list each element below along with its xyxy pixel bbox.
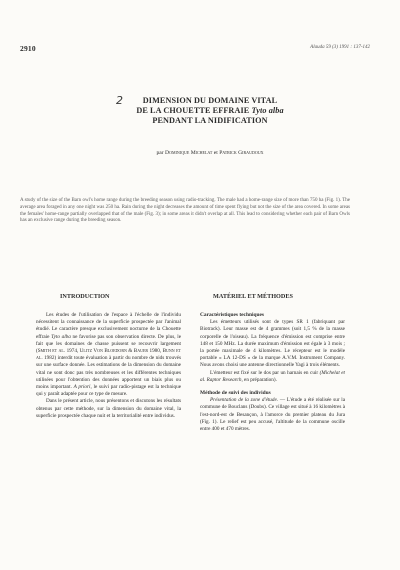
methods-paragraph-2: L'émetteur est fixé sur le dos par un harnais en cuir (Michelat et al. Raptor Research, en préparation). [200, 369, 345, 383]
article-title [60, 96, 360, 126]
page-number: 2910 [20, 44, 36, 53]
title-line-2-prefix: DE LA CHOUETTE EFFRAIE [136, 106, 250, 115]
author-conjunction: et [213, 150, 218, 156]
title-line-2 [60, 106, 360, 116]
left-column [36, 312, 181, 420]
title-species: Tyto alba [251, 106, 284, 115]
author-line [60, 150, 360, 156]
author-1: Dominique Michelat [165, 150, 213, 156]
methods-paragraph-1: Les émetteurs utilisés sont de types SR 1 (fabriquant par Biotrack). Leur masse est de 4 grammes (soit 1,5 % de la masse corporelle de l'oiseau). La fréquence d'émission est comprise entre 148 et 150 MHz. La durée maximum d'émission est égale à 3 mois ; la portée maximale de 4 kilomètres. Le récepteur est le modèle portable « LA 12-DS » de la marque A.V.M. Instrument Company. Nous avons choisi une antenne directionnelle Yagi à trois éléments. [200, 319, 345, 369]
title-line-1: DIMENSION DU DOMAINE VITAL [142, 96, 278, 105]
methods-subheading-technical: Caractéristiques techniques [200, 312, 264, 318]
intro-species: Tyto alba [51, 333, 71, 340]
english-abstract: A study of the size of the Barn owl's home range during the breeding season using radio-tracking. The male had a home-range size of more than 750 ha (Fig. 1). The average area foraged in any one night was 250 ha. Rain during the night decreases the amount of time spent flying but not the size of the area covered. In some areas the females' home-range partially overlapped that of the male (Fig. 3); in some areas it didn't overlap at all. This lead to considering whether each pair of Barn Owls has an exclusive range during the breeding season. [20, 198, 350, 224]
intro-paragraph-2: Dans le présent article, nous présentons et discutons les résultats obtenus par cette méthode, sur la dimension du domaine vital, la superficie prospectée chaque nuit et la territorialité entre individus. [36, 398, 181, 419]
intro-paragraph-1: Les études de l'utilisation de l'espace à l'échelle de l'individu nécessitent la connaissance de la superficie prospectée par l'animal étudié. Le caractère presque exclusivement nocturne de la Chouette effraie Tyto alba ne favorise pas son observation directe. De plus, le fait que les domaines de chasse puissent se recouvrir largement (Smith et al. 1974, Ulitz Von Bloedorn & Bauer 1980, Bunn et al. 1982) interdit toute évaluation à partir du nombre de nids trouvés sur une surface donnée. Les estimations de la dimension du domaine vital ne sont donc pas très nombreuses et les différentes techniques utilisées pour l'obtention des données apportent un biais plus ou moins important. A priori, le suivi par radio-pistage est la technique qui y paraît adaptée pour ce type de mesure. [36, 312, 182, 398]
journal-reference: Alauda 59 (3) 1991 : 137-142 [310, 45, 370, 50]
intro-citation: (Smith et al. 1974, Ulitz Von Bloedorn & Bauer 1980, Bunn et al. 1982) [36, 348, 181, 362]
author-prefix: par [156, 150, 164, 156]
methods-subheading-tracking: Méthode de suivi des individus [200, 390, 271, 397]
handwritten-mark: 2 [116, 94, 123, 107]
title-line-3: PENDANT LA NIDIFICATION [152, 116, 268, 125]
methods-heading: MATÉRIEL ET MÉTHODES [213, 293, 293, 300]
methods-paragraph-3: Présentation de la zone d'étude. — L'étude a été réalisée sur la commune de Bouclans (Doubs). Ce village est situé à 16 kilomètres à l'est-nord-est de Besançon, à l'amorce du premier plateau du Jura (Fig. 1). Le relief est peu accusé, l'altitude de la commune oscille entre 400 et 470 mètres. [200, 397, 346, 433]
right-column [200, 312, 345, 433]
study-area-label: Présentation de la zone d'étude. [210, 397, 279, 404]
author-2: Patrick Giraudoux [219, 150, 264, 156]
methods-citation: (Michelat et al. Raptor Research, [200, 369, 345, 383]
introduction-heading: INTRODUCTION [60, 293, 110, 300]
